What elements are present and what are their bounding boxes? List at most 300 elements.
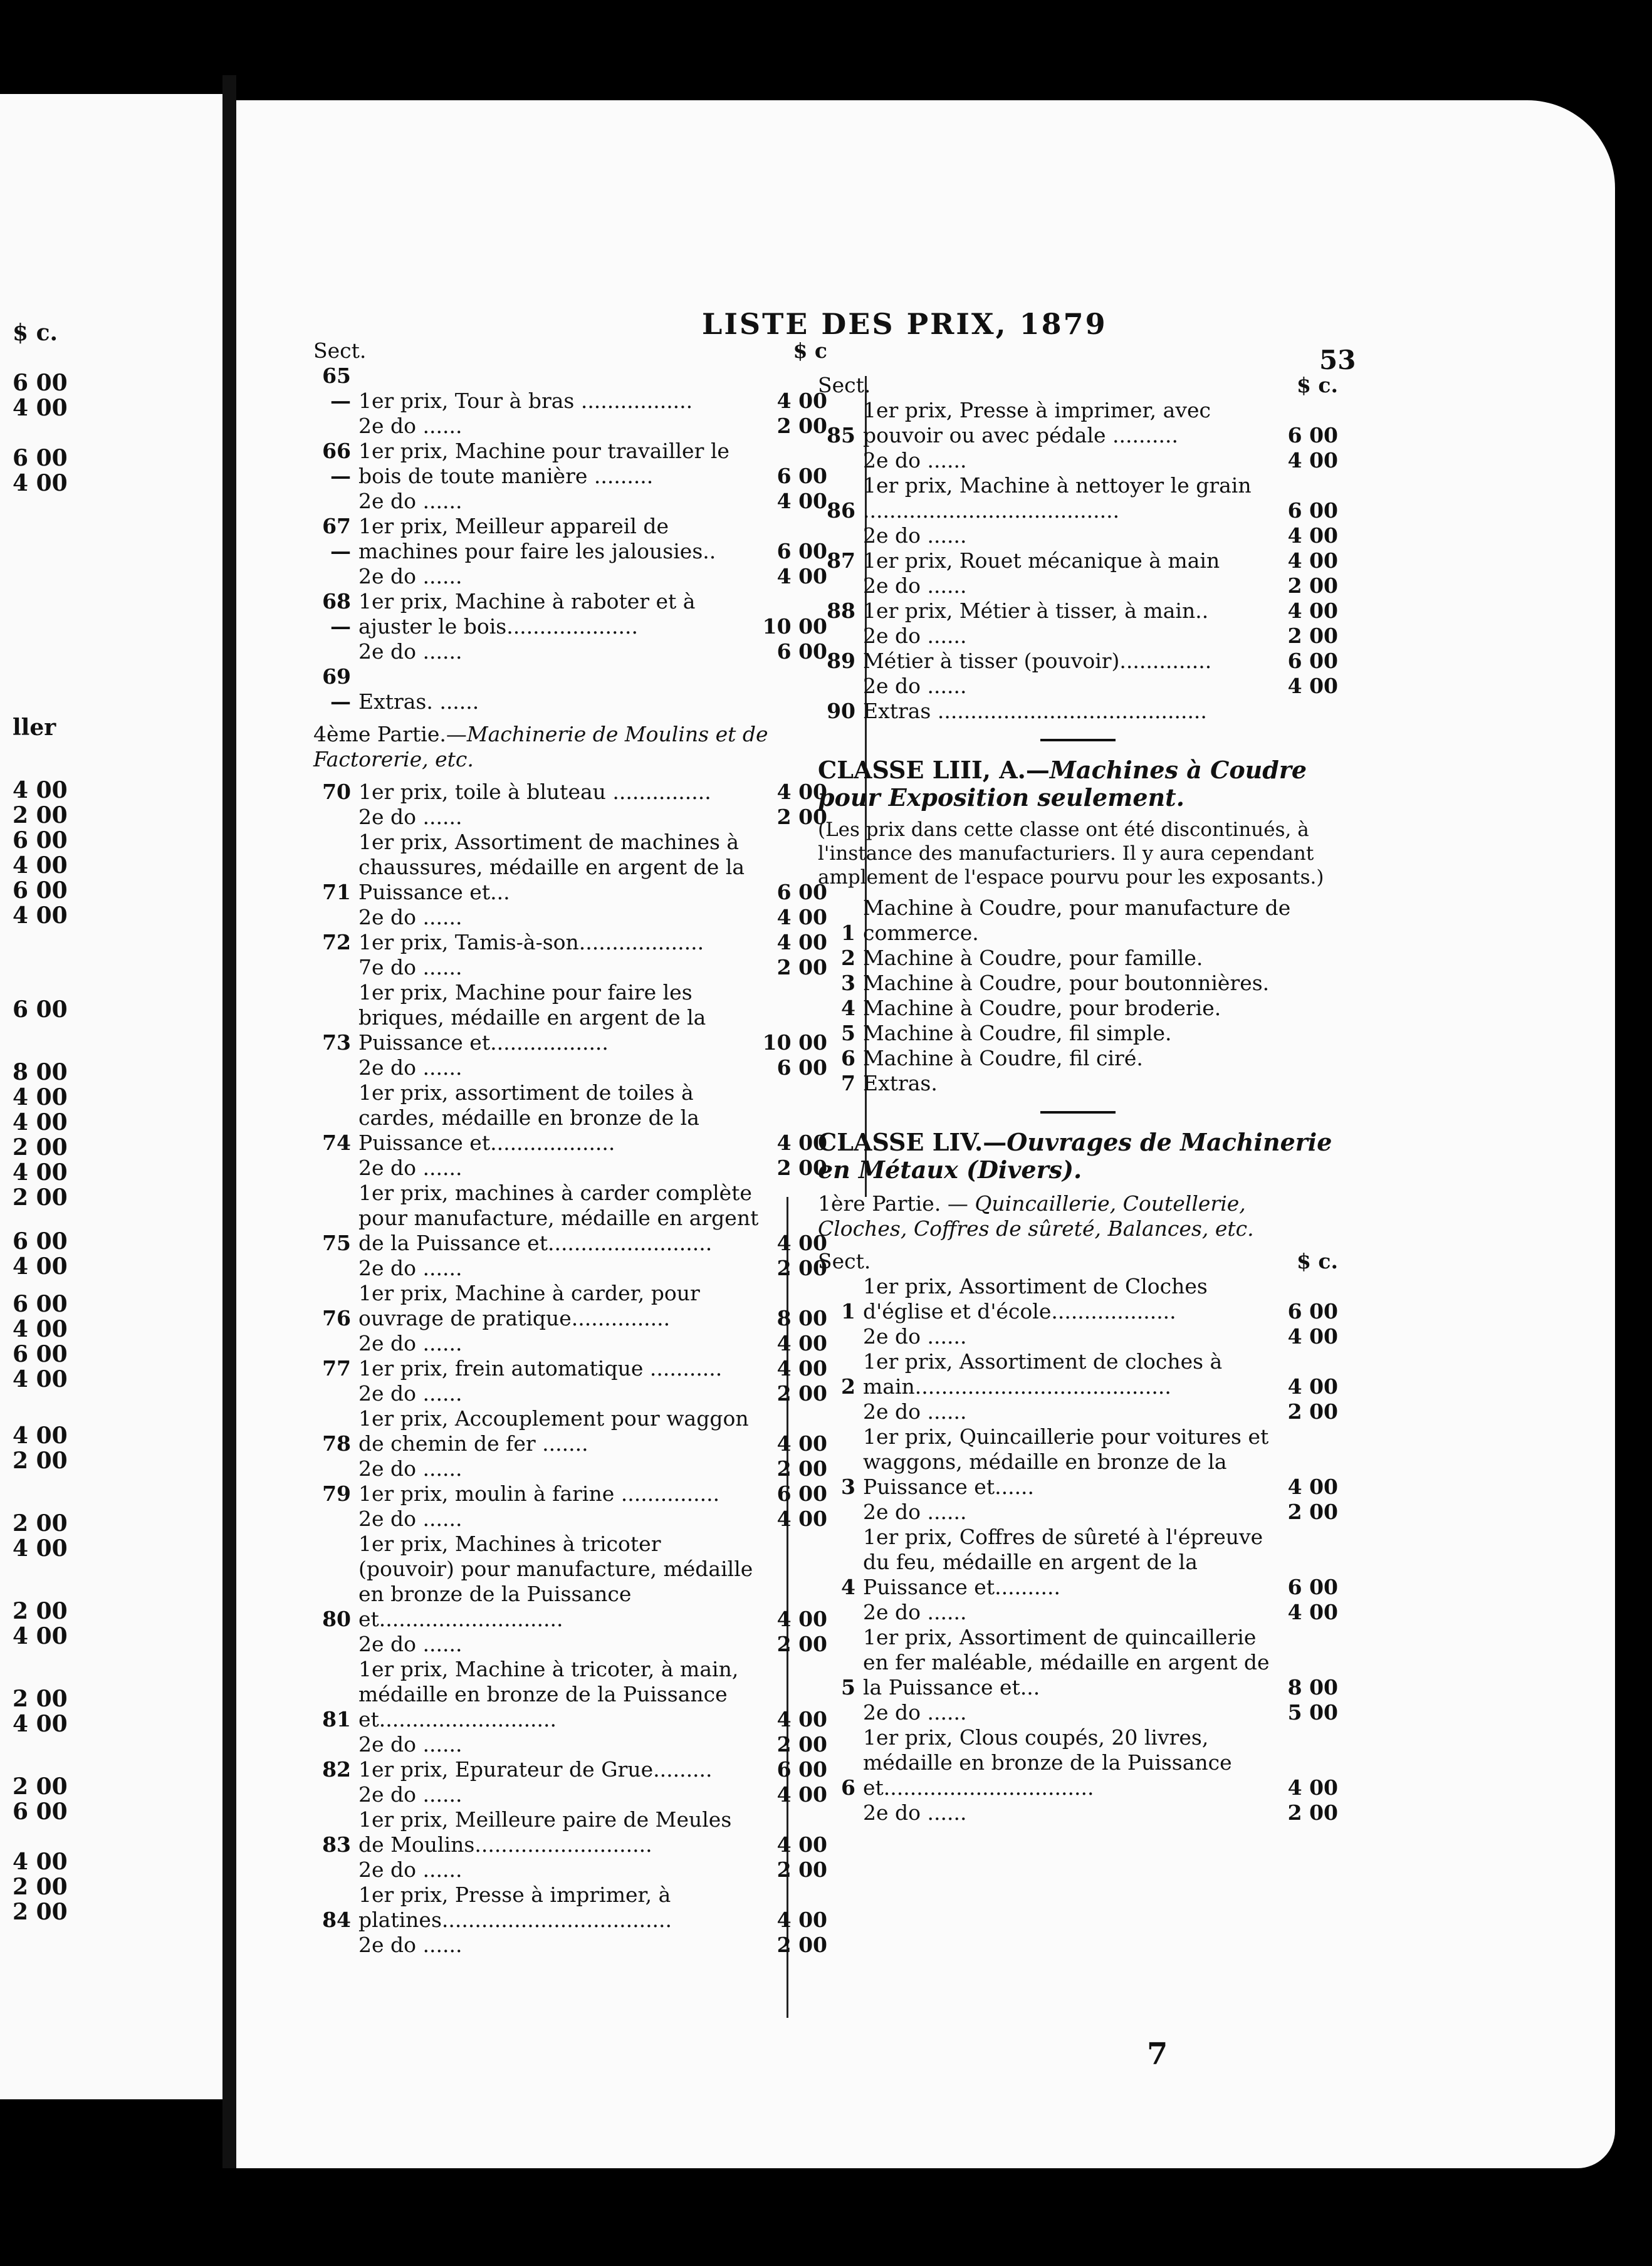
- left-page-amount: 4 00: [13, 1535, 68, 1562]
- prize-row: [818, 1324, 1338, 1349]
- prize-description: Machine à Coudre, fil ciré.: [863, 1046, 1143, 1070]
- prize-description: 2e do ......: [358, 1381, 463, 1406]
- column-right: [818, 373, 1338, 1825]
- prize-row: [313, 664, 827, 714]
- prize-description: 2e do ......: [863, 624, 967, 648]
- prize-row: [313, 564, 827, 589]
- prize-row: [818, 1725, 1338, 1800]
- prize-list-partie3: [313, 363, 827, 714]
- section-number: 72: [322, 930, 351, 954]
- prize-description: 1er prix, machines à carder complète pour manufacture, médaille en argent de la Puissance et.........................: [358, 1181, 759, 1255]
- section-number: 78: [322, 1431, 351, 1456]
- prize-row: [313, 639, 827, 664]
- prize-description: 2e do ......: [358, 1732, 463, 1757]
- prize-description: Extras.: [863, 1071, 938, 1095]
- prize-amount: 4 00: [776, 564, 827, 588]
- prize-amount: 4 00: [776, 1832, 827, 1857]
- section-number: 1: [841, 921, 855, 945]
- prize-description: 1er prix, Machine à raboter et à ajuster le bois....................: [358, 589, 696, 639]
- left-page-amount: 2 00: [13, 1448, 68, 1474]
- prize-amount: 4 00: [776, 1431, 827, 1456]
- prize-description: 1er prix, toile à bluteau ...............: [358, 780, 711, 804]
- prize-description: 2e do ......: [358, 1055, 463, 1080]
- prize-row: [818, 523, 1338, 548]
- prize-description: 2e do ......: [358, 414, 463, 438]
- prize-description: 1er prix, Meilleur appareil de machines pour faire les jalousies..: [358, 514, 716, 563]
- section-heading-partie1: 1ère Partie. — Quincaillerie, Coutellerie, Cloches, Coffres de sûreté, Balances, etc.: [818, 1191, 1254, 1241]
- left-page-fragment: [0, 94, 222, 2099]
- section-number: 81: [322, 1707, 351, 1731]
- prize-amount: 6 00: [776, 464, 827, 488]
- prize-description: 1er prix, Assortiment de quincaillerie en fer maléable, médaille en argent de la Puissance et...: [863, 1625, 1270, 1700]
- left-page-amount: 6 00: [13, 827, 68, 854]
- left-page-amount: 4 00: [13, 1159, 68, 1186]
- prize-row: [818, 624, 1338, 649]
- currency-label: $ c: [793, 338, 827, 363]
- left-page-amount: 4 00: [13, 1084, 68, 1110]
- prize-row: [818, 1600, 1338, 1625]
- section-number: 6: [841, 1046, 855, 1070]
- prize-list-partie1: [818, 1274, 1338, 1825]
- prize-row: [313, 489, 827, 514]
- section-number: 88: [827, 598, 855, 623]
- prize-row: [818, 448, 1338, 473]
- left-page-amount: 6 00: [13, 1341, 68, 1367]
- left-page-amount: 4 00: [13, 470, 68, 496]
- prize-row: [313, 980, 827, 1055]
- prize-description: 2e do ......: [863, 1700, 967, 1725]
- prize-description: 2e do ......: [358, 1256, 463, 1280]
- currency-label: $ c.: [1296, 373, 1338, 397]
- prize-row: [818, 1424, 1338, 1500]
- prize-amount: 2 00: [776, 1456, 827, 1481]
- prize-description: 2e do ......: [358, 1156, 463, 1180]
- prize-amount: 4 00: [1287, 523, 1338, 548]
- prize-row: [818, 971, 1338, 996]
- prize-description: 2e do ......: [863, 1324, 967, 1349]
- page-number: 53: [1319, 345, 1356, 375]
- prize-amount: 8 00: [776, 1306, 827, 1330]
- prize-row: [818, 1046, 1338, 1071]
- left-page-amount: 2 00: [13, 1874, 68, 1900]
- prize-description: 1er prix, Machine à nettoyer le grain .......................................: [863, 473, 1252, 523]
- prize-description: 1er prix, Accouplement pour waggon de chemin de fer .......: [358, 1406, 749, 1456]
- classe-liii-note: (Les prix dans cette classe ont été discontinués, à l'instance des manufacturiers. Il y aura cependant amplement de l'espace pourvu pour les exposants.): [818, 818, 1324, 889]
- prize-description: 2e do ......: [358, 564, 463, 588]
- prize-amount: 2 00: [776, 414, 827, 438]
- prize-row: [818, 398, 1338, 448]
- section-number: 66—: [322, 439, 351, 488]
- prize-description: 1er prix, Assortiment de Cloches d'église et d'école...................: [863, 1274, 1208, 1324]
- prize-amount: 4 00: [1287, 1600, 1338, 1624]
- prize-description: 2e do ......: [358, 1632, 463, 1656]
- section-number: 6: [841, 1775, 855, 1800]
- prize-row: [313, 1506, 827, 1532]
- prize-row: [818, 1625, 1338, 1700]
- left-page-amount: 2 00: [13, 1773, 68, 1800]
- prize-amount: 8 00: [1287, 1675, 1338, 1700]
- prize-amount: 4 00: [776, 1130, 827, 1155]
- prize-amount: 4 00: [776, 930, 827, 954]
- prize-description: 1er prix, Machines à tricoter (pouvoir) pour manufacture, médaille en bronze de la Puissance et............................: [358, 1532, 753, 1631]
- prize-row: [313, 905, 827, 930]
- prize-row: [313, 1256, 827, 1281]
- prize-description: Machine à Coudre, fil simple.: [863, 1021, 1172, 1045]
- left-page-amount: 4 00: [13, 1316, 68, 1342]
- section-number: 84: [322, 1908, 351, 1932]
- section-number: 77: [322, 1356, 351, 1381]
- prize-amount: 4 00: [776, 1782, 827, 1807]
- prize-row: [313, 1933, 827, 1958]
- left-page-amount: 4 00: [13, 1423, 68, 1449]
- prize-amount: 2 00: [776, 1933, 827, 1957]
- section-number: 67—: [322, 514, 351, 563]
- prize-row: [313, 1857, 827, 1882]
- left-page-amount: 4 00: [13, 1849, 68, 1875]
- prize-description: 1er prix, Machine à tricoter, à main, médaille en bronze de la Puissance et...........................: [358, 1657, 739, 1731]
- prize-row: [313, 1732, 827, 1757]
- prize-amount: 2 00: [776, 1632, 827, 1656]
- prize-row: [818, 1700, 1338, 1725]
- left-page-amount: $ c.: [13, 320, 58, 346]
- prize-row: [313, 1657, 827, 1732]
- section-number: 68—: [322, 589, 351, 639]
- prize-row: [313, 439, 827, 489]
- prize-description: 2e do ......: [358, 805, 463, 829]
- prize-amount: 4 00: [776, 1506, 827, 1531]
- left-page-amount: 6 00: [13, 1228, 68, 1255]
- left-page-amount: 6 00: [13, 877, 68, 904]
- prize-description: 2e do ......: [863, 1399, 967, 1424]
- prize-description: 2e do ......: [358, 489, 463, 513]
- column-header: [313, 338, 827, 363]
- prize-description: 2e do ......: [358, 1456, 463, 1481]
- prize-amount: 2 00: [776, 1857, 827, 1882]
- prize-description: 1er prix, Tamis-à-son...................: [358, 930, 704, 954]
- section-number: 1: [841, 1299, 855, 1324]
- prize-row: [818, 649, 1338, 674]
- prize-amount: 4 00: [776, 489, 827, 513]
- prize-row: [313, 1381, 827, 1406]
- section-number: 79: [322, 1481, 351, 1506]
- section-number: 71: [322, 880, 351, 904]
- section-number: 65—: [322, 363, 351, 413]
- prize-amount: 2 00: [1287, 573, 1338, 598]
- prize-amount: 4 00: [776, 1908, 827, 1932]
- prize-description: 2e do ......: [358, 905, 463, 929]
- left-page-amount: 4 00: [13, 395, 68, 421]
- prize-description: 2e do ......: [863, 1600, 967, 1624]
- prize-description: 2e do ......: [358, 1933, 463, 1957]
- prize-amount: 4 00: [776, 1356, 827, 1381]
- prize-description: Extras .........................................: [863, 699, 1207, 723]
- prize-amount: 6 00: [1287, 423, 1338, 447]
- prize-description: 1er prix, Assortiment de machines à chaussures, médaille en argent de la Puissance et...: [358, 830, 745, 904]
- prize-description: 2e do ......: [358, 1331, 463, 1355]
- prize-description: 1er prix, Presse à imprimer, avec pouvoir ou avec pédale ..........: [863, 398, 1211, 447]
- prize-description: 1er prix, Coffres de sûreté à l'épreuve du feu, médaille en argent de la Puissance et..........: [863, 1525, 1263, 1599]
- prize-amount: 4 00: [776, 389, 827, 413]
- prize-amount: 2 00: [776, 1256, 827, 1280]
- prize-row: [818, 598, 1338, 624]
- section-number: 73: [322, 1030, 351, 1055]
- prize-row: [313, 930, 827, 955]
- prize-description: 1er prix, Métier à tisser, à main..: [863, 598, 1209, 623]
- prize-row: [818, 946, 1338, 971]
- prize-amount: 4 00: [1287, 1374, 1338, 1399]
- prize-description: 1er prix, Tour à bras .................: [358, 389, 693, 413]
- prize-amount: 6 00: [776, 1481, 827, 1506]
- prize-row: [313, 414, 827, 439]
- prize-row: [313, 780, 827, 805]
- prize-amount: 4 00: [1287, 448, 1338, 473]
- currency-label-2: $ c.: [1296, 1249, 1338, 1273]
- prize-row: [818, 895, 1338, 946]
- prize-amount: 6 00: [1287, 498, 1338, 523]
- prize-amount: 4 00: [776, 1231, 827, 1255]
- prize-list-partie4: [313, 780, 827, 1958]
- prize-description: 2e do ......: [863, 1800, 967, 1825]
- prize-row: [313, 1757, 827, 1782]
- prize-row: [313, 1532, 827, 1632]
- section-number: 3: [841, 971, 855, 995]
- prize-row: [818, 699, 1338, 724]
- prize-row: [818, 1500, 1338, 1525]
- prize-description: 1er prix, Machine pour faire les briques, médaille en argent de la Puissance et..................: [358, 980, 706, 1055]
- prize-description: 1er prix, Epurateur de Grue.........: [358, 1757, 713, 1782]
- prize-amount: 5 00: [1287, 1700, 1338, 1725]
- prize-row: [313, 1181, 827, 1256]
- prize-amount: 4 00: [1287, 1475, 1338, 1499]
- left-page-amount: 2 00: [13, 1686, 68, 1712]
- section-rule: [1040, 1111, 1116, 1114]
- prize-amount: 4 00: [1287, 1775, 1338, 1800]
- left-page-amount: 4 00: [13, 777, 68, 803]
- left-page-amount: 6 00: [13, 370, 68, 396]
- prize-amount: 2 00: [1287, 1800, 1338, 1825]
- page-gutter: [222, 75, 236, 2168]
- prize-description: 2e do ......: [358, 1782, 463, 1807]
- section-number: 76: [322, 1306, 351, 1330]
- left-page-amount: 2 00: [13, 1899, 68, 1925]
- prize-row: [313, 589, 827, 639]
- prize-amount: 10 00: [762, 614, 827, 639]
- prize-description: 2e do ......: [863, 573, 967, 598]
- left-page-amount: 2 00: [13, 802, 68, 828]
- prize-row: [313, 1080, 827, 1156]
- prize-row: [313, 1331, 827, 1356]
- prize-amount: 2 00: [776, 1732, 827, 1757]
- prize-amount: 6 00: [776, 539, 827, 563]
- prize-description: Machine à Coudre, pour famille.: [863, 946, 1203, 970]
- left-page-amount: ller: [13, 714, 56, 741]
- prize-row: [313, 1055, 827, 1080]
- section-number: 7: [841, 1071, 855, 1095]
- section-number: 5: [841, 1675, 855, 1700]
- section-number: 5: [841, 1021, 855, 1045]
- prize-row: [818, 1800, 1338, 1825]
- prize-description: Machine à Coudre, pour manufacture de commerce.: [863, 895, 1291, 945]
- left-page-amount: 6 00: [13, 1799, 68, 1825]
- prize-row: [313, 1406, 827, 1456]
- left-page-amount: 2 00: [13, 1510, 68, 1537]
- prize-amount: 6 00: [1287, 649, 1338, 673]
- column-header-2: [818, 1249, 1338, 1274]
- prize-description: 2e do ......: [358, 1506, 463, 1531]
- section-rule: [1040, 739, 1116, 741]
- prize-description: 2e do ......: [863, 523, 967, 548]
- sect-label: Sect.: [313, 338, 367, 363]
- left-page-amount: 2 00: [13, 1134, 68, 1161]
- prize-description: 1er prix, Presse à imprimer, à platines...................................: [358, 1882, 672, 1932]
- prize-description: 2e do ......: [358, 639, 463, 664]
- prize-row: [818, 1399, 1338, 1424]
- prize-amount: 4 00: [776, 1607, 827, 1631]
- section-heading-partie4: 4ème Partie.—Machinerie de Moulins et de Factorerie, etc.: [313, 722, 768, 771]
- prize-row: [313, 363, 827, 414]
- section-number: 83: [322, 1832, 351, 1857]
- prize-row: [818, 573, 1338, 598]
- prize-amount: 6 00: [1287, 1575, 1338, 1599]
- section-number: 90: [827, 699, 855, 723]
- prize-amount: 4 00: [776, 1707, 827, 1731]
- prize-description: 1er prix, Rouet mécanique à main: [863, 548, 1220, 573]
- left-page-amount: 6 00: [13, 445, 68, 471]
- prize-row: [818, 996, 1338, 1021]
- prize-row: [313, 1156, 827, 1181]
- prize-amount: 6 00: [1287, 1299, 1338, 1324]
- section-number: 87: [827, 548, 855, 573]
- prize-row: [818, 674, 1338, 699]
- classe-liii-list: [818, 895, 1338, 1096]
- prize-description: Machine à Coudre, pour broderie.: [863, 996, 1221, 1020]
- prize-row: [313, 805, 827, 830]
- prize-row: [818, 1021, 1338, 1046]
- prize-amount: 6 00: [776, 1757, 827, 1782]
- prize-description: 1er prix, Machine pour travailler le bois de toute manière .........: [358, 439, 729, 488]
- prize-description: 1er prix, Clous coupés, 20 livres, médaille en bronze de la Puissance et................................: [863, 1725, 1232, 1800]
- prize-row: [818, 1525, 1338, 1600]
- left-page-amount: 2 00: [13, 1184, 68, 1211]
- prize-amount: 2 00: [776, 805, 827, 829]
- column-left: [313, 338, 827, 1958]
- prize-amount: 6 00: [776, 880, 827, 904]
- prize-description: 1er prix, frein automatique ...........: [358, 1356, 723, 1381]
- prize-amount: 2 00: [776, 1381, 827, 1406]
- prize-amount: 2 00: [776, 955, 827, 979]
- prize-row: [818, 473, 1338, 523]
- prize-amount: 2 00: [1287, 624, 1338, 648]
- section-number: 74: [322, 1130, 351, 1155]
- prize-amount: 6 00: [776, 1055, 827, 1080]
- prize-amount: 4 00: [776, 905, 827, 929]
- left-page-amount: 4 00: [13, 902, 68, 929]
- left-page-amount: 4 00: [13, 1109, 68, 1136]
- prize-description: 1er prix, moulin à farine ...............: [358, 1481, 720, 1506]
- section-number: 2: [841, 946, 855, 970]
- prize-description: 2e do ......: [863, 674, 967, 698]
- classe-liv-heading: CLASSE LIV.—Ouvrages de Machinerie en Métaux (Divers).: [818, 1128, 1332, 1184]
- left-page-amount: 4 00: [13, 1711, 68, 1737]
- section-number: 4: [841, 1575, 855, 1599]
- prize-row: [818, 1349, 1338, 1399]
- prize-amount: 2 00: [1287, 1500, 1338, 1524]
- prize-row: [818, 1274, 1338, 1324]
- section-number: 4: [841, 996, 855, 1020]
- prize-amount: 2 00: [776, 1156, 827, 1180]
- prize-description: Extras. ......: [358, 689, 479, 714]
- prize-amount: 2 00: [1287, 1399, 1338, 1424]
- left-page-amount: 4 00: [13, 1366, 68, 1392]
- section-number: 89: [827, 649, 855, 673]
- prize-row: [313, 830, 827, 905]
- left-page-amount: 4 00: [13, 852, 68, 879]
- left-page-amount: 6 00: [13, 996, 68, 1023]
- column-header: [818, 373, 1338, 398]
- prize-description: 2e do ......: [863, 448, 967, 473]
- left-page-amount: 6 00: [13, 1291, 68, 1317]
- prize-description: Machine à Coudre, pour boutonnières.: [863, 971, 1270, 995]
- prize-description: 1er prix, Meilleure paire de Meules de Moulins...........................: [358, 1807, 732, 1857]
- prize-description: 1er prix, Assortiment de cloches à main.......................................: [863, 1349, 1223, 1399]
- prize-amount: 10 00: [762, 1030, 827, 1055]
- section-number: 69—: [322, 664, 351, 714]
- prize-description: 2e do ......: [358, 1857, 463, 1882]
- prize-row: [313, 1481, 827, 1506]
- prize-row: [313, 1456, 827, 1481]
- section-number: 75: [322, 1231, 351, 1255]
- prize-amount: 4 00: [776, 1331, 827, 1355]
- prize-row: [313, 1356, 827, 1381]
- prize-description: 1er prix, Machine à carder, pour ouvrage de pratique...............: [358, 1281, 700, 1330]
- running-header: LISTE DES PRIX, 1879: [702, 307, 1107, 341]
- left-page-amount: 8 00: [13, 1059, 68, 1085]
- prize-description: Métier à tisser (pouvoir)..............: [863, 649, 1212, 673]
- section-number: 82: [322, 1757, 351, 1782]
- section-number: 85: [827, 423, 855, 447]
- prize-description: 1er prix, Quincaillerie pour voitures et waggons, médaille en bronze de la Puissance et......: [863, 1424, 1269, 1499]
- sect-label-2: Sect.: [818, 1249, 871, 1273]
- prize-description: 2e do ......: [863, 1500, 967, 1524]
- prize-description: 1er prix, assortiment de toiles à cardes, médaille en bronze de la Puissance et...................: [358, 1080, 699, 1155]
- prize-amount: 4 00: [776, 780, 827, 804]
- left-page-amount: 4 00: [13, 1253, 68, 1280]
- signature-mark: 7: [1147, 2037, 1168, 2072]
- section-number: 86: [827, 498, 855, 523]
- prize-row: [313, 1807, 827, 1857]
- section-number: 3: [841, 1475, 855, 1499]
- prize-row: [313, 1782, 827, 1807]
- prize-row: [313, 514, 827, 564]
- prize-row: [313, 1882, 827, 1933]
- prize-row: [313, 955, 827, 980]
- section-number: 80: [322, 1607, 351, 1631]
- prize-row: [818, 548, 1338, 573]
- prize-amount: 4 00: [1287, 598, 1338, 623]
- sect-label: Sect.: [818, 373, 871, 397]
- section-number: 70: [322, 780, 351, 804]
- prize-description: 7e do ......: [358, 955, 463, 979]
- prize-amount: 4 00: [1287, 674, 1338, 698]
- prize-row: [313, 1632, 827, 1657]
- prize-amount: 6 00: [776, 639, 827, 664]
- section-number: 2: [841, 1374, 855, 1399]
- prize-amount: 4 00: [1287, 1324, 1338, 1349]
- prize-list-continued: [818, 398, 1338, 724]
- prize-row: [313, 1281, 827, 1331]
- left-page-amount: 2 00: [13, 1598, 68, 1624]
- prize-amount: 4 00: [1287, 548, 1338, 573]
